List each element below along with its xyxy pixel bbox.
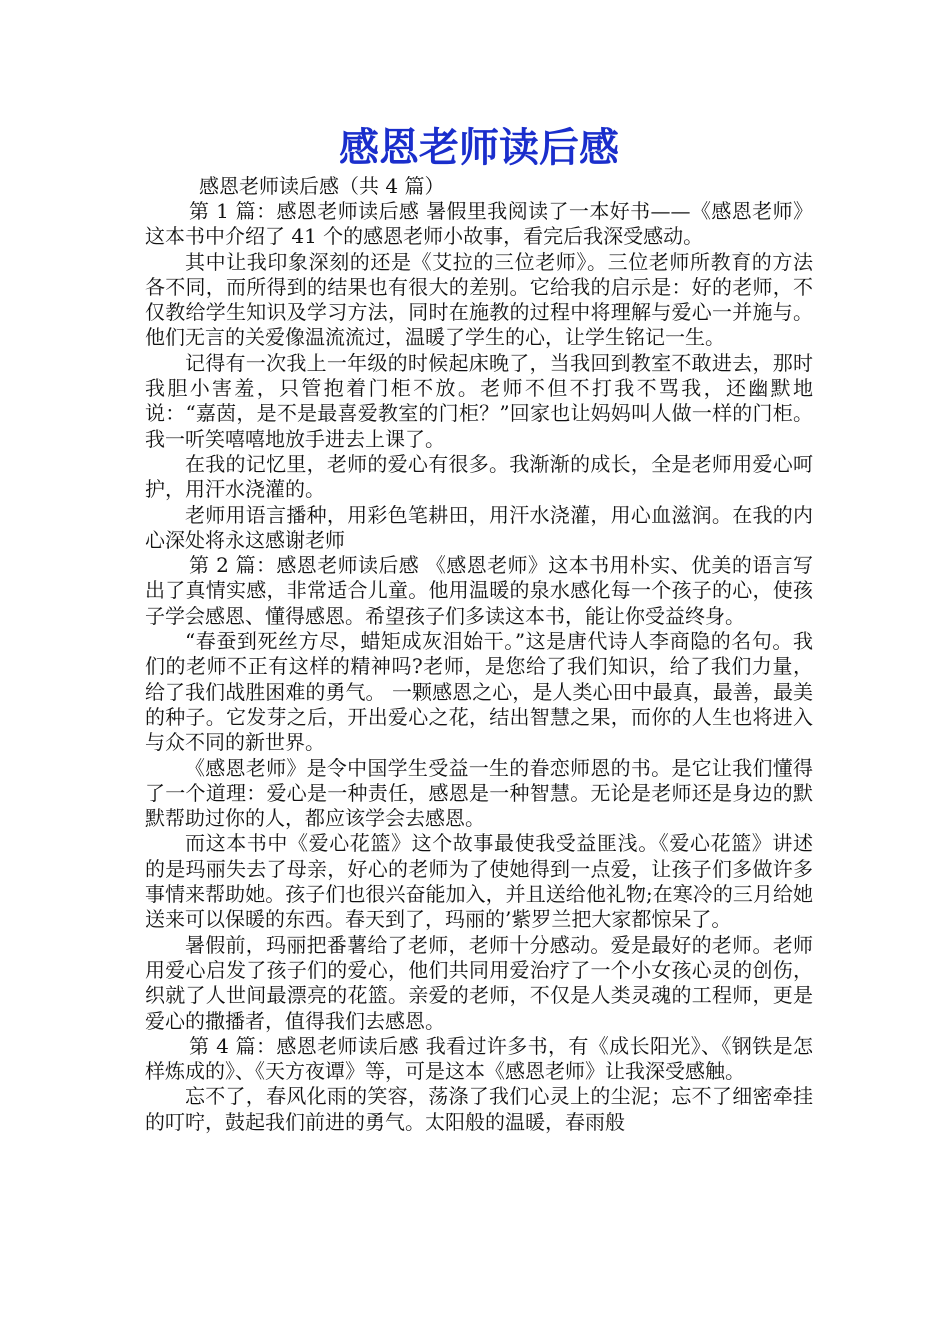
paragraph-part2-intro: 第 2 篇：感恩老师读后感 《感恩老师》这本书用朴实、优美的语言写出了真情实感，非常适合儿童。他用温暖的泉水感化每一个孩子的心，使孩子学会感恩、懂得感恩。希望孩子们多读这本书，能让你受益终身。 [145, 553, 813, 628]
document-title: 感恩老师读后感 [339, 125, 619, 171]
document-subtitle: 感恩老师读后感（共 4 篇） [199, 174, 445, 198]
paragraph: 记得有一次我上一年级的时候起床晚了，当我回到教室不敢进去，那时我胆小害羞，只管抱着门柜不放。老师不但不打我不骂我，还幽默地说：“嘉茵，是不是最喜爱教室的门柜？”回家也让妈妈叫人做一样的门柜。我一听笑嘻嘻地放手进去上课了。 [145, 350, 813, 451]
paragraph-part1-intro: 第 1 篇：感恩老师读后感 暑假里我阅读了一本好书——《感恩老师》这本书中介绍了 41 个的感恩老师小故事，看完后我深受感动。 [145, 199, 813, 249]
paragraph: 《感恩老师》是令中国学生受益一生的眷恋师恩的书。是它让我们懂得了一个道理：爱心是一种责任，感恩是一种智慧。无论是老师还是身边的默默帮助过你的人，都应该学会去感恩。 [145, 755, 813, 831]
paragraph-part4-intro: 第 4 篇：感恩老师读后感 我看过许多书，有《成长阳光》、《钢铁是怎样炼成的》、《天方夜谭》等，可是这本《感恩老师》让我深受感触。 [145, 1033, 813, 1084]
paragraph: 在我的记忆里，老师的爱心有很多。我渐渐的成长，全是老师用爱心呵护，用汗水浇灌的。 [145, 451, 813, 502]
paragraph: 其中让我印象深刻的还是《艾拉的三位老师》。三位老师所教育的方法各不同，而所得到的结果也有很大的差别。它给我的启示是：好的老师，不仅教给学生知识及学习方法，同时在施教的过程中将理解与爱心一并施与。他们无言的关爱像温流流过，温暖了学生的心，让学生铭记一生。 [145, 249, 813, 350]
paragraph: “春蚕到死丝方尽，蜡矩成灰泪始干。”这是唐代诗人李商隐的名句。我们的老师不正有这样的精神吗?老师，是您给了我们知识，给了我们力量，给了我们战胜困难的勇气。 一颗感恩之心，是人类心田中最真，最善，最美的种子。它发芽之后，开出爱心之花，结出智慧之果，而你的人生也将进入与众不同的新世界。 [145, 629, 813, 755]
paragraph: 忘不了，春风化雨的笑容，荡涤了我们心灵上的尘泥；忘不了细密牵挂的叮咛，鼓起我们前进的勇气。太阳般的温暖，春雨般 [145, 1084, 813, 1134]
paragraph: 而这本书中《爱心花篮》这个故事最使我受益匪浅。《爱心花篮》讲述的是玛丽失去了母亲，好心的老师为了使她得到一点爱，让孩子们多做许多事情来帮助她。孩子们也很兴奋能加入，并且送给他礼物;在寒冷的三月给她送来可以保暖的东西。春天到了，玛丽的’紫罗兰把大家都惊呆了。 [145, 831, 813, 932]
document-body [145, 199, 813, 1135]
paragraph: 暑假前，玛丽把番薯给了老师，老师十分感动。爱是最好的老师。老师用爱心启发了孩子们的爱心，他们共同用爱治疗了一个小女孩心灵的创伤，织就了人世间最漂亮的花篮。亲爱的老师，不仅是人类灵魂的工程师，更是爱心的撒播者，值得我们去感恩。 [145, 932, 813, 1033]
paragraph: 老师用语言播种，用彩色笔耕田，用汗水浇灌，用心血滋润。在我的内心深处将永这感谢老师 [145, 502, 813, 552]
